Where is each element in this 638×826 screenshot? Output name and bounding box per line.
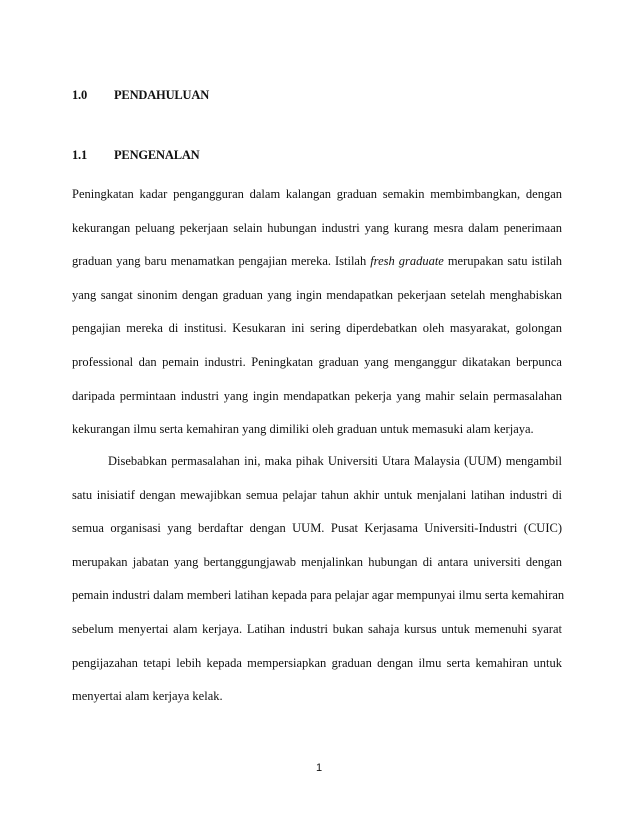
paragraph-line: kekurangan peluang pekerjaan selain hubungan industri yang kurang mesra dalam penerimaan [72, 220, 562, 235]
paragraph-line: sebelum menyertai alam kerjaya. Latihan industri bukan sahaja kursus untuk memenuhi syarat [72, 621, 562, 636]
paragraph-line: menyertai alam kerjaya kelak. [72, 689, 223, 704]
paragraph-uum [72, 445, 565, 714]
paragraph-line: merupakan jabatan yang bertanggungjawab menjalinkan hubungan di antara universiti dengan [72, 554, 562, 569]
section-heading-1-0 [72, 88, 209, 103]
paragraph-line [72, 245, 562, 279]
paragraph-line: daripada permintaan industri yang ingin mendapatkan pekerja yang mahir selain permasalahan [72, 388, 562, 403]
paragraph-line: pemain industri dalam memberi latihan kepada para pelajar agar mempunyai ilmu serta kemahiran [72, 588, 565, 603]
section-heading-1-1 [72, 148, 200, 163]
paragraph-line: Peningkatan kadar pengangguran dalam kalangan graduan semakin membimbangkan, dengan [72, 187, 562, 201]
paragraph-line: Disebabkan permasalahan ini, maka pihak Universiti Utara Malaysia (UUM) mengambil [108, 454, 562, 468]
paragraph-intro [72, 178, 562, 447]
line-text: merupakan satu istilah [443, 254, 563, 269]
paragraph-line: semua organisasi yang berdaftar dengan UUM. Pusat Kerjasama Universiti-Industri (CUIC) [72, 521, 562, 536]
page-number: 1 [315, 762, 323, 774]
paragraph-line: kekurangan ilmu serta kemahiran yang dimiliki oleh graduan untuk memasuki alam kerjaya. [72, 422, 534, 437]
italic-term: fresh graduate [370, 254, 444, 269]
paragraph-line: yang sangat sinonim dengan graduan yang ingin mendapatkan pekerjaan setelah menghabiskan [72, 287, 562, 302]
paragraph-line: pengajian mereka di institusi. Kesukaran ini sering diperdebatkan oleh masyarakat, golongan [72, 321, 562, 336]
line-text: graduan yang baru menamatkan pengajian mereka. Istilah [72, 254, 371, 269]
section-number: 1.0 [72, 88, 88, 102]
paragraph-line: professional dan pemain industri. Peningkatan graduan yang menganggur dikatakan berpunca [72, 354, 562, 369]
paragraph-line: pengijazahan tetapi lebih kepada mempersiapkan graduan dengan ilmu serta kemahiran untuk [72, 655, 562, 670]
paragraph-line: satu inisiatif dengan mewajibkan semua pelajar tahun akhir untuk menjalani latihan industri di [72, 487, 562, 502]
section-number: 1.1 [72, 148, 88, 162]
section-title: PENGENALAN [114, 148, 200, 162]
section-title: PENDAHULUAN [114, 88, 210, 102]
